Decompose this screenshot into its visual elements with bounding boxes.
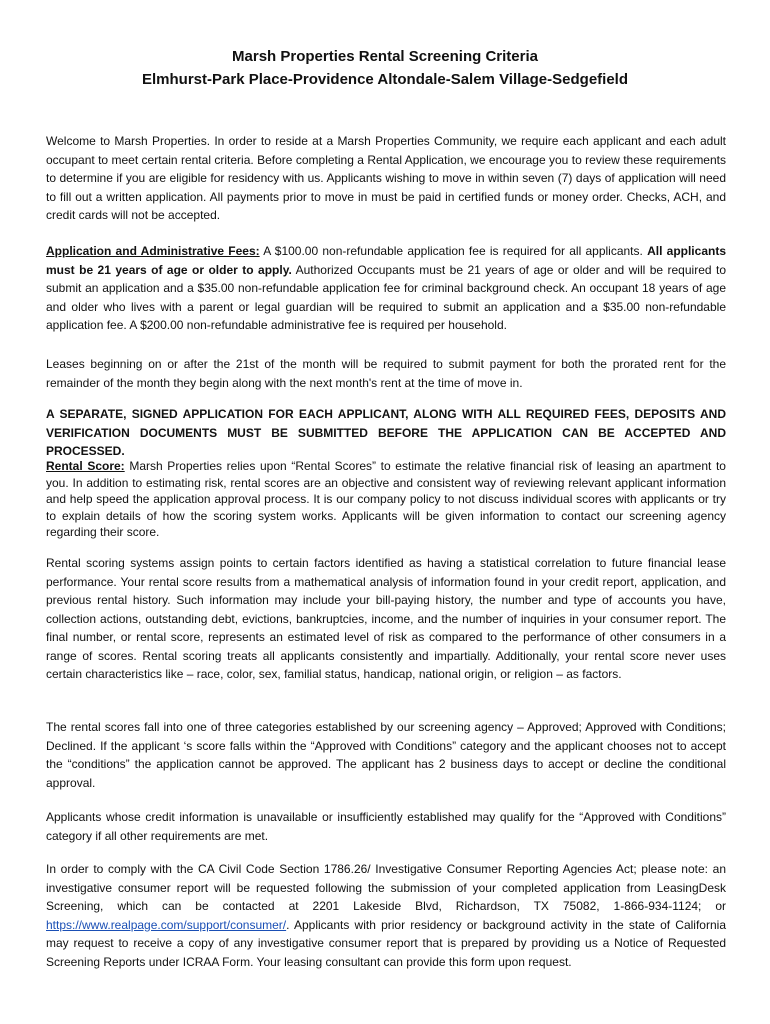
welcome-paragraph: Welcome to Marsh Properties. In order to reside at a Marsh Properties Community, we require each applicant and each adult occupant to meet certain rental criteria. Before completing a Rental Application, we encourage you to review these requirements to determine if you are eligible for residency with us. Applicants wishing to move in within seven (7) days of application will need to fill out a written application. All payments prior to move in must be paid in certified funds or money order. Checks, ACH, and credit cards will not be accepted. (46, 134, 726, 222)
ca-code-text-2: . Applicants with prior residency or background activity in the state of California may request to receive a copy of any investigative consumer report that is prepared by providing us a Notice of Requested Screening Reports under ICRAA Form. Your leasing consultant can provide this form upon request. (46, 917, 726, 969)
realpage-consumer-link[interactable]: https://www.realpage.com/support/consumer/ (46, 917, 287, 932)
fees-age-requirement: All applicants must be 21 years of age or older to apply. (46, 244, 726, 277)
document-subtitle: Elmhurst-Park Place-Providence Altondale-Salem Village-Sedgefield (142, 71, 628, 88)
separate-application-notice: A SEPARATE, SIGNED APPLICATION FOR EACH APPLICANT, ALONG WITH ALL REQUIRED FEES, DEPOSITS AND VERIFICATION DOCUMENTS MUST BE SUBMITTED BEFORE THE APPLICATION CAN BE ACCEPTED AND PROCESSED. (46, 407, 726, 458)
categories-paragraph: The rental scores fall into one of three categories established by our screening agency – Approved; Approved with Conditions; Declined. If the applicant ‘s score falls within the “Approved with Conditions” category and the applicant chooses not to accept the “conditions” the application cannot be approved. The applicant has 2 business days to accept or decline the conditional approval. (46, 720, 726, 790)
ca-code-text-1: In order to comply with the CA Civil Code Section 1786.26/ Investigative Consumer Reporting Agencies Act; please note: an investigative consumer report will be requested following the submission of your completed application from LeasingDesk Screening, which can be contacted at 2201 Lakeside Blvd, Richardson, TX 75082, 1-866-934-1124; or (46, 862, 726, 913)
rental-score-paragraph (46, 458, 726, 541)
credit-unavailable-paragraph: Applicants whose credit information is unavailable or insufficiently established may qualify for the “Approved with Conditions” category if all other requirements are met. (46, 810, 726, 843)
ca-civil-code-paragraph (46, 860, 726, 971)
fees-text-1: A $100.00 non-refundable application fee is required for all applicants. (259, 244, 648, 258)
document-title: Marsh Properties Rental Screening Criteria (232, 48, 538, 65)
fees-text-2: Authorized Occupants must be 21 years of age or older and will be required to submit an application and a $35.00 non-refundable application fee for criminal background check. An occupant 18 years of age and older who lives with a parent or legal guardian will be required to submit an application and a $35.00 non-refundable application fee. A $200.00 non-refundable administrative fee is required per household. (46, 262, 726, 332)
rental-score-text: Marsh Properties relies upon “Rental Scores” to estimate the relative financial risk of leasing an apartment to you. In addition to estimating risk, rental scores are an objective and consistent way of reviewing relevant applicant information and help speed the application approval process. It is our company policy to not discuss individual scores with applicants or try to explain details of how the scoring system works. Applicants will be given information to contact our screening agency regarding their score. (46, 459, 726, 539)
rental-score-heading: Rental Score: (46, 459, 125, 473)
leases-paragraph: Leases beginning on or after the 21st of the month will be required to submit payment for both the prorated rent for the remainder of the month they begin along with the next month's rent at the time of move in. (46, 357, 726, 390)
fees-heading: Application and Administrative Fees: (46, 244, 260, 258)
scoring-systems-paragraph: Rental scoring systems assign points to certain factors identified as having a statistical correlation to future financial lease performance. Your rental score results from a mathematical analysis of information found in your credit report, application, and previous rental history. Such information may include your bill-paying history, the number and type of accounts you have, collection actions, outstanding debt, evictions, bankruptcies, income, and the number of inquiries in your consumer report. The final number, or rental score, represents an estimated level of risk as compared to the performance of other consumers in a range of scores. Rental scoring treats all applicants consistently and impartially. Additionally, your rental score never uses certain characteristics like – race, color, sex, familial status, handicap, national origin, or religion – as factors. (46, 556, 726, 681)
fees-paragraph (46, 242, 726, 335)
